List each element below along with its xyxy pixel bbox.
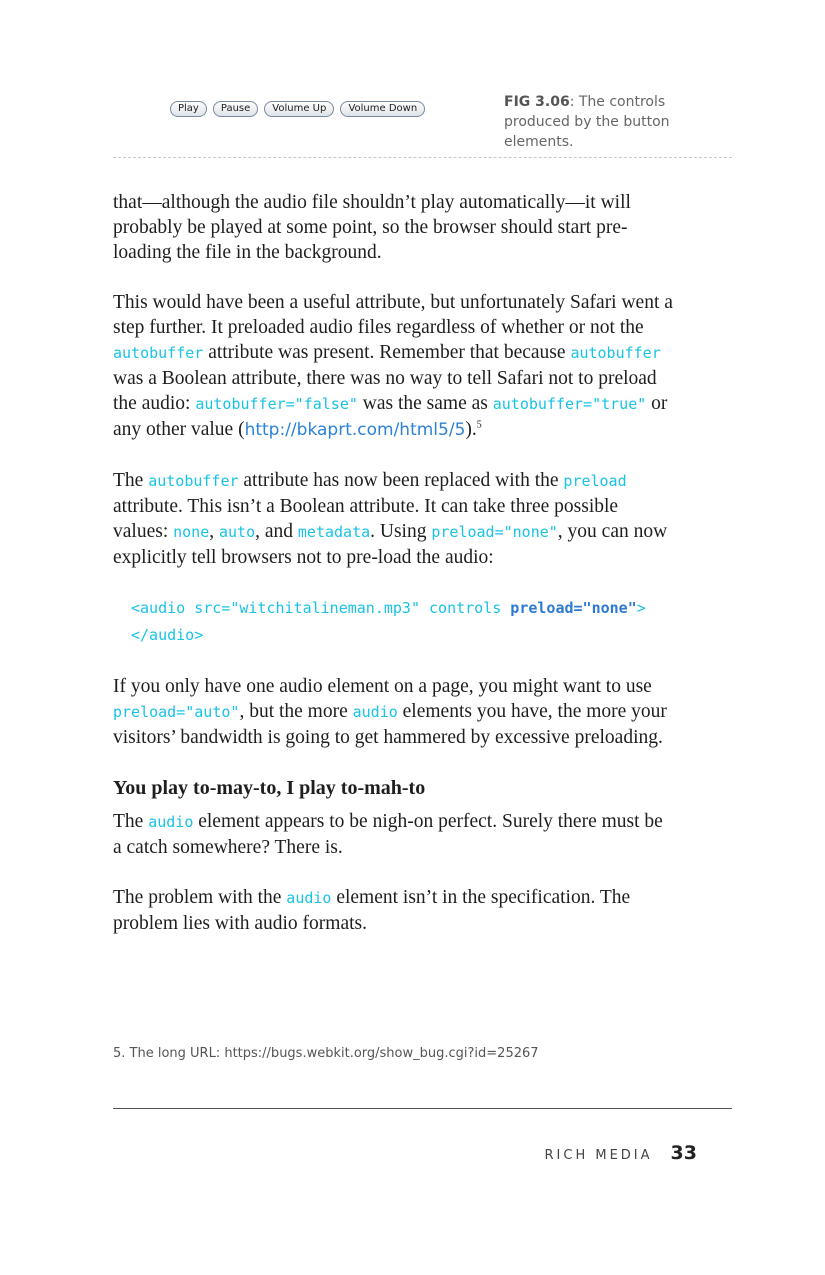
- body-text: [113, 190, 673, 961]
- figure-caption: [504, 92, 734, 152]
- footnote: 5. The long URL: https://bugs.webkit.org/show_bug.cgi?id=25267: [113, 1046, 539, 1061]
- inline-code: auto: [218, 523, 256, 541]
- text-run: or any other value (: [113, 393, 668, 440]
- text-run: , and: [255, 521, 298, 542]
- section-heading: You play to-may-to, I play to-mah-to: [113, 777, 426, 799]
- text-run: element appears to be nigh-on perfect. Surely there must be a catch somewhere? There is.: [113, 811, 663, 858]
- text-run: was the same as: [357, 393, 493, 414]
- play-button[interactable]: Play: [170, 101, 207, 117]
- code-line-2: </audio>: [131, 626, 204, 644]
- text-run: ).: [465, 419, 477, 440]
- inline-code: audio: [148, 813, 194, 831]
- paragraph-3: [113, 468, 673, 570]
- figure-number: FIG 3.06: [504, 94, 570, 110]
- caption-separator: :: [569, 94, 579, 110]
- text-run: The problem with the: [113, 887, 287, 908]
- figure-divider: [113, 157, 732, 158]
- text-run: attribute has now been replaced with the: [238, 470, 564, 491]
- inline-code: audio: [286, 889, 332, 907]
- inline-code: audio: [352, 703, 398, 721]
- audio-controls: [170, 101, 425, 117]
- short-url-link[interactable]: http://bkaprt.com/html5/5: [244, 420, 466, 440]
- code-line-1c: >: [636, 599, 646, 617]
- footer-rule: [113, 1108, 732, 1109]
- text-run: ,: [209, 521, 219, 542]
- figure: [0, 0, 825, 160]
- footnote-marker[interactable]: 5: [476, 419, 482, 431]
- volume-down-button[interactable]: Volume Down: [340, 101, 425, 117]
- running-footer: [545, 1142, 697, 1164]
- volume-up-button[interactable]: Volume Up: [264, 101, 334, 117]
- inline-code: autobuffer="false": [195, 395, 358, 413]
- text-run: attribute was present. Remember that because: [203, 342, 571, 363]
- text-run: attribute. This isn’t a Boolean attribute. It can take three possible values:: [113, 496, 619, 542]
- inline-code: autobuffer: [113, 344, 204, 362]
- text-run: If you only have one audio element on a page, you might want to use: [113, 676, 652, 697]
- text-run: element isn’t in the specification. The problem lies with audio formats.: [113, 887, 631, 934]
- section-name: RICH MEDIA: [544, 1148, 653, 1163]
- caption-text: The controls produced by the button elements.: [504, 94, 670, 150]
- code-highlight: preload="none": [510, 599, 637, 617]
- inline-code: none: [173, 523, 210, 541]
- text-run: elements you have, the more your visitors’ bandwidth is going to get hammered by excessive preloading.: [113, 701, 667, 748]
- code-example: [131, 595, 673, 649]
- pause-button[interactable]: Pause: [213, 101, 258, 117]
- text-run: . Using: [370, 521, 432, 542]
- inline-code: metadata: [297, 523, 371, 541]
- text-run: was a Boolean attribute, there was no way to tell Safari not to preload the audio:: [113, 368, 657, 414]
- text-run: The: [113, 811, 149, 832]
- inline-code: preload="auto": [113, 703, 240, 721]
- code-line-1a: <audio src="witchitalineman.mp3" controls: [131, 599, 511, 617]
- paragraph-5: [113, 809, 673, 860]
- inline-code: preload="none": [431, 523, 558, 541]
- text-run: The: [113, 470, 149, 491]
- inline-code: preload: [563, 472, 627, 490]
- paragraph-2: [113, 290, 673, 443]
- inline-code: autobuffer: [148, 472, 239, 490]
- paragraph-1: that—although the audio file shouldn’t play automatically—it will probably be played at some point, so the browser should start pre-loading the file in the background.: [113, 192, 631, 263]
- inline-code: autobuffer: [570, 344, 661, 362]
- text-run: This would have been a useful attribute, but unfortunately Safari went a step further. It preloaded audio files regardless of whether or not the: [113, 292, 673, 338]
- text-run: , you can now explicitly tell browsers not to pre-load the audio:: [113, 521, 668, 568]
- paragraph-6: [113, 885, 673, 936]
- text-run: , but the more: [239, 701, 353, 722]
- inline-code: autobuffer="true": [492, 395, 647, 413]
- page-number: 33: [670, 1142, 697, 1164]
- paragraph-4: [113, 674, 673, 750]
